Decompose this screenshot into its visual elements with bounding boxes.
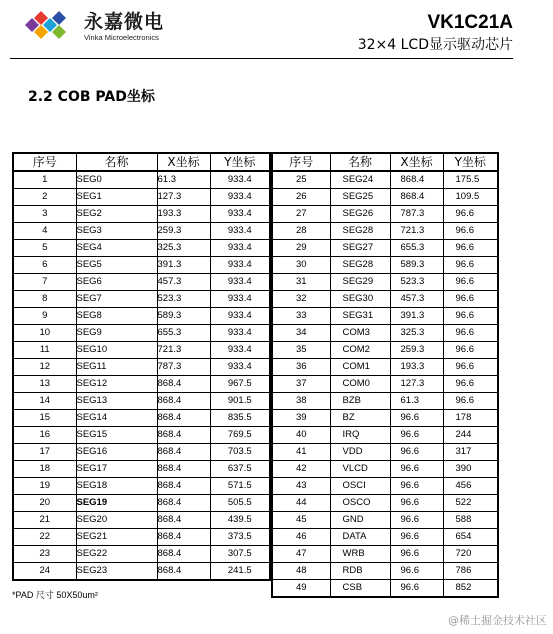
cell-no: 28 [272,223,330,240]
cell-name: COM1 [330,359,390,376]
cell-no: 10 [13,325,76,342]
cell-name: VDD [330,444,390,461]
pad-table-right [271,152,499,598]
cell-no: 26 [272,189,330,206]
pad-size-footnote: *PAD 尺寸 50X50um² [12,590,98,600]
cell-name: CSB [330,580,390,598]
cell-y: 317 [443,444,498,461]
col-header-y: Y坐标 [443,153,498,171]
cell-x: 868.4 [157,444,210,461]
cell-x: 96.6 [390,478,443,495]
cell-no: 7 [13,274,76,291]
cell-x: 96.6 [390,512,443,529]
cell-x: 96.6 [390,563,443,580]
cell-name: SEG14 [76,410,157,427]
col-header-x: X坐标 [390,153,443,171]
cell-no: 49 [272,580,330,598]
cell-y: 654 [443,529,498,546]
cell-y: 175.5 [443,171,498,189]
cell-y: 522 [443,495,498,512]
cell-name: SEG9 [76,325,157,342]
cell-y: 571.5 [210,478,270,495]
cell-y: 96.6 [443,393,498,410]
cell-y: 933.4 [210,257,270,274]
table-row [13,257,270,274]
table-row [272,325,498,342]
cell-no: 17 [13,444,76,461]
cell-no: 47 [272,546,330,563]
cell-x: 96.6 [390,410,443,427]
cell-x: 868.4 [157,478,210,495]
cell-y: 967.5 [210,376,270,393]
cell-no: 19 [13,478,76,495]
cell-name: GND [330,512,390,529]
cell-y: 373.5 [210,529,270,546]
cell-x: 868.4 [157,495,210,512]
cell-no: 12 [13,359,76,376]
cell-x: 61.3 [157,171,210,189]
cell-name: SEG21 [76,529,157,546]
brand-name-en: Vinka Microelectronics [84,33,159,42]
cell-no: 29 [272,240,330,257]
table-row [13,274,270,291]
cell-x: 457.3 [157,274,210,291]
cell-no: 20 [13,495,76,512]
cell-y: 505.5 [210,495,270,512]
cell-no: 24 [13,563,76,581]
table-row [272,495,498,512]
cell-no: 23 [13,546,76,563]
cell-name: SEG3 [76,223,157,240]
cell-y: 933.4 [210,206,270,223]
cell-y: 588 [443,512,498,529]
cell-no: 44 [272,495,330,512]
cell-no: 11 [13,342,76,359]
cell-no: 14 [13,393,76,410]
cell-name: OSCO [330,495,390,512]
cell-y: 244 [443,427,498,444]
cell-y: 786 [443,563,498,580]
cell-no: 25 [272,171,330,189]
cell-x: 325.3 [390,325,443,342]
cell-no: 38 [272,393,330,410]
table-row [13,308,270,325]
cell-no: 9 [13,308,76,325]
cell-name: SEG23 [76,563,157,581]
cell-y: 96.6 [443,240,498,257]
table-row [272,410,498,427]
cell-name: SEG1 [76,189,157,206]
cell-x: 655.3 [390,240,443,257]
cell-name: RDB [330,563,390,580]
cell-no: 4 [13,223,76,240]
cell-y: 307.5 [210,546,270,563]
cell-name: SEG0 [76,171,157,189]
cell-name: SEG5 [76,257,157,274]
cell-name: SEG20 [76,512,157,529]
cell-name: COM3 [330,325,390,342]
cell-no: 13 [13,376,76,393]
cell-x: 868.4 [390,171,443,189]
cell-x: 868.4 [157,461,210,478]
table-row [13,240,270,257]
cell-x: 127.3 [157,189,210,206]
cell-no: 34 [272,325,330,342]
cell-x: 655.3 [157,325,210,342]
cell-x: 96.6 [390,461,443,478]
brand [84,12,164,42]
brand-name-cn: 永嘉微电 [84,11,165,33]
cell-x: 96.6 [390,444,443,461]
cell-name: SEG19 [76,495,157,512]
cell-x: 868.4 [157,512,210,529]
cell-y: 96.6 [443,206,498,223]
cell-y: 852 [443,580,498,598]
table-row [272,274,498,291]
cell-y: 439.5 [210,512,270,529]
cell-x: 589.3 [390,257,443,274]
cell-name: SEG27 [330,240,390,257]
pad-table-left [12,152,271,581]
table-row [13,223,270,240]
watermark: @稀土掘金技术社区 [448,614,547,627]
cell-x: 325.3 [157,240,210,257]
table-row [13,393,270,410]
table-row [272,546,498,563]
table-row [272,529,498,546]
cell-y: 96.6 [443,308,498,325]
cell-x: 96.6 [390,495,443,512]
cell-y: 901.5 [210,393,270,410]
cell-no: 21 [13,512,76,529]
cell-no: 16 [13,427,76,444]
cell-x: 721.3 [390,223,443,240]
table-row [13,189,270,206]
cell-name: SEG2 [76,206,157,223]
table-row [13,359,270,376]
cell-name: WRB [330,546,390,563]
cell-name: SEG10 [76,342,157,359]
cell-no: 31 [272,274,330,291]
cell-name: SEG4 [76,240,157,257]
table-row [13,563,270,581]
table-row [272,580,498,598]
cell-y: 769.5 [210,427,270,444]
cell-y: 178 [443,410,498,427]
cell-name: OSCI [330,478,390,495]
cell-name: BZB [330,393,390,410]
cell-x: 868.4 [157,410,210,427]
table-row [13,546,270,563]
cell-no: 36 [272,359,330,376]
table-row [272,427,498,444]
cell-name: COM2 [330,342,390,359]
cell-x: 96.6 [390,580,443,598]
cell-no: 3 [13,206,76,223]
cell-name: SEG16 [76,444,157,461]
cell-x: 787.3 [157,359,210,376]
cell-y: 390 [443,461,498,478]
chip-subtitle: 32×4 LCD显示驱动芯片 [357,37,513,53]
cell-name: SEG6 [76,274,157,291]
cell-y: 835.5 [210,410,270,427]
table-row [272,393,498,410]
table-row [272,171,498,189]
cell-y: 96.6 [443,376,498,393]
cell-no: 48 [272,563,330,580]
table-row [272,223,498,240]
cell-no: 45 [272,512,330,529]
cell-y: 933.4 [210,325,270,342]
cell-y: 96.6 [443,274,498,291]
cell-x: 868.4 [157,546,210,563]
cell-name: SEG13 [76,393,157,410]
cell-x: 96.6 [390,427,443,444]
table-row [272,478,498,495]
table-row [272,257,498,274]
table-row [13,325,270,342]
cell-name: SEG17 [76,461,157,478]
cell-name: SEG11 [76,359,157,376]
cell-name: SEG30 [330,291,390,308]
cell-no: 30 [272,257,330,274]
cell-y: 720 [443,546,498,563]
cell-y: 96.6 [443,325,498,342]
table-row [272,240,498,257]
cell-x: 868.4 [157,563,210,581]
cell-x: 523.3 [157,291,210,308]
cell-y: 96.6 [443,223,498,240]
cell-y: 637.5 [210,461,270,478]
cell-y: 109.5 [443,189,498,206]
cell-x: 96.6 [390,529,443,546]
table-row [13,171,270,189]
cell-name: SEG31 [330,308,390,325]
cell-x: 868.4 [157,393,210,410]
table-row [272,376,498,393]
table-row [272,359,498,376]
cell-y: 933.4 [210,240,270,257]
cell-no: 43 [272,478,330,495]
cell-y: 456 [443,478,498,495]
cell-name: BZ [330,410,390,427]
header-divider [10,58,513,59]
cell-name: SEG15 [76,427,157,444]
cell-y: 933.4 [210,359,270,376]
col-header-name: 名称 [76,153,157,171]
table-header-row [13,153,270,171]
cell-y: 933.4 [210,291,270,308]
table-row [13,461,270,478]
cell-name: SEG25 [330,189,390,206]
cell-name: SEG29 [330,274,390,291]
cell-no: 42 [272,461,330,478]
table-row [272,342,498,359]
cell-no: 46 [272,529,330,546]
table-row [13,206,270,223]
table-row [13,410,270,427]
cell-x: 457.3 [390,291,443,308]
cell-x: 589.3 [157,308,210,325]
table-header-row [272,153,498,171]
table-row [13,478,270,495]
cell-y: 933.4 [210,189,270,206]
table-row [13,376,270,393]
cell-y: 703.5 [210,444,270,461]
cell-name: SEG28 [330,257,390,274]
table-row [13,495,270,512]
cell-x: 523.3 [390,274,443,291]
table-row [13,529,270,546]
cell-x: 868.4 [390,189,443,206]
cell-x: 193.3 [390,359,443,376]
cell-x: 391.3 [157,257,210,274]
cell-no: 33 [272,308,330,325]
cell-no: 27 [272,206,330,223]
cell-name: SEG7 [76,291,157,308]
table-row [272,189,498,206]
col-header-name: 名称 [330,153,390,171]
table-row [272,308,498,325]
col-header-no: 序号 [13,153,76,171]
table-row [272,206,498,223]
cell-y: 96.6 [443,291,498,308]
cell-x: 96.6 [390,546,443,563]
cell-no: 5 [13,240,76,257]
cell-name: SEG8 [76,308,157,325]
cell-no: 18 [13,461,76,478]
table-row [272,291,498,308]
cell-x: 868.4 [157,376,210,393]
cell-y: 933.4 [210,171,270,189]
cell-no: 35 [272,342,330,359]
cell-x: 721.3 [157,342,210,359]
cell-x: 193.3 [157,206,210,223]
cell-name: VLCD [330,461,390,478]
cell-no: 15 [13,410,76,427]
cell-name: COM0 [330,376,390,393]
cell-y: 933.4 [210,223,270,240]
cell-x: 787.3 [390,206,443,223]
cell-no: 2 [13,189,76,206]
cell-no: 1 [13,171,76,189]
cell-name: SEG18 [76,478,157,495]
cell-y: 96.6 [443,257,498,274]
table-row [272,563,498,580]
cell-no: 8 [13,291,76,308]
cell-y: 96.6 [443,359,498,376]
cell-y: 96.6 [443,342,498,359]
cell-no: 6 [13,257,76,274]
cell-x: 127.3 [390,376,443,393]
table-row [272,461,498,478]
cell-name: SEG28 [330,223,390,240]
cell-no: 41 [272,444,330,461]
cell-y: 933.4 [210,274,270,291]
cell-name: SEG24 [330,171,390,189]
cell-no: 32 [272,291,330,308]
cell-name: SEG12 [76,376,157,393]
table-row [13,291,270,308]
cell-x: 391.3 [390,308,443,325]
table-row [272,444,498,461]
cell-no: 40 [272,427,330,444]
chip-model: VK1C21A [427,12,513,33]
cell-y: 241.5 [210,563,270,581]
cell-name: SEG22 [76,546,157,563]
col-header-x: X坐标 [157,153,210,171]
table-row [272,512,498,529]
cell-x: 259.3 [157,223,210,240]
cell-name: SEG26 [330,206,390,223]
cell-no: 22 [13,529,76,546]
cell-y: 933.4 [210,342,270,359]
cell-name: DATA [330,529,390,546]
table-row [13,444,270,461]
cell-x: 868.4 [157,427,210,444]
cell-name: IRQ [330,427,390,444]
cell-x: 868.4 [157,529,210,546]
col-header-y: Y坐标 [210,153,270,171]
vinka-logo [24,10,76,40]
cell-no: 37 [272,376,330,393]
table-row [13,512,270,529]
cell-y: 933.4 [210,308,270,325]
col-header-no: 序号 [272,153,330,171]
cell-no: 39 [272,410,330,427]
cell-x: 61.3 [390,393,443,410]
section-title: 2.2 COB PAD坐标 [28,89,155,105]
table-row [13,427,270,444]
cell-x: 259.3 [390,342,443,359]
table-row [13,342,270,359]
